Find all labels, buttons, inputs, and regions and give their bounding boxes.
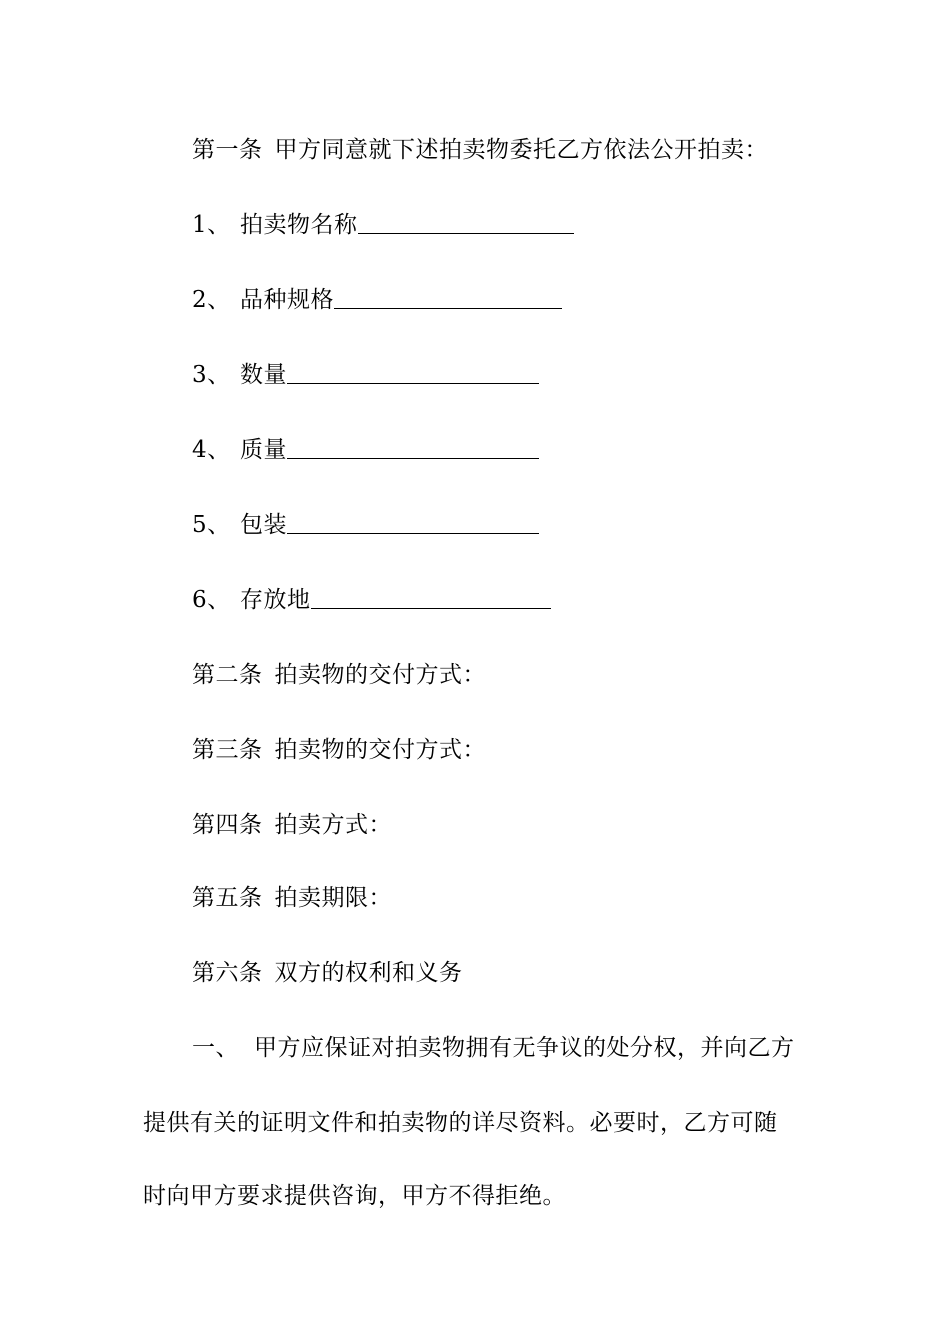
item-2 bbox=[192, 284, 562, 316]
item-5-blank bbox=[287, 509, 539, 534]
item-5 bbox=[192, 509, 539, 541]
article-5-label: 第五条 bbox=[192, 885, 263, 911]
item-4 bbox=[192, 434, 539, 466]
article-2-label: 第二条 bbox=[192, 662, 263, 688]
article-4-label: 第四条 bbox=[192, 812, 263, 838]
item-4-number: 4、 bbox=[192, 437, 231, 463]
item-3-label: 数量 bbox=[240, 362, 287, 388]
article-6-label: 第六条 bbox=[192, 960, 263, 986]
article-1-text: 甲方同意就下述拍卖物委托乙方依法公开拍卖： bbox=[274, 137, 768, 163]
article-6 bbox=[192, 957, 463, 989]
item-3-number: 3、 bbox=[192, 362, 231, 388]
clause-1-text-2: 提供有关的证明文件和拍卖物的详尽资料。必要时，乙方可随 bbox=[143, 1110, 778, 1136]
item-4-label: 质量 bbox=[240, 437, 287, 463]
item-3 bbox=[192, 359, 539, 391]
item-1-blank bbox=[358, 209, 574, 234]
item-1-label: 拍卖物名称 bbox=[240, 212, 358, 238]
item-1 bbox=[192, 209, 574, 241]
clause-1-number: 一、 bbox=[192, 1035, 239, 1061]
clause-1-line-3 bbox=[143, 1180, 566, 1212]
item-2-number: 2、 bbox=[192, 287, 231, 313]
article-1-label: 第一条 bbox=[192, 137, 263, 163]
article-3 bbox=[192, 734, 486, 766]
article-3-label: 第三条 bbox=[192, 737, 263, 763]
article-5-text: 拍卖期限： bbox=[274, 885, 392, 911]
clause-1-line-1 bbox=[192, 1032, 795, 1064]
item-2-blank bbox=[334, 284, 562, 309]
article-6-text: 双方的权利和义务 bbox=[274, 960, 463, 986]
item-6 bbox=[192, 584, 551, 616]
item-6-label: 存放地 bbox=[240, 587, 311, 613]
article-1 bbox=[192, 134, 768, 166]
item-3-blank bbox=[287, 359, 539, 384]
article-2-text: 拍卖物的交付方式： bbox=[274, 662, 486, 688]
clause-1-line-2 bbox=[143, 1107, 778, 1139]
item-1-number: 1、 bbox=[192, 212, 231, 238]
item-2-label: 品种规格 bbox=[240, 287, 334, 313]
item-5-number: 5、 bbox=[192, 512, 231, 538]
article-3-text: 拍卖物的交付方式： bbox=[274, 737, 486, 763]
item-6-blank bbox=[311, 584, 551, 609]
clause-1-text-1: 甲方应保证对拍卖物拥有无争议的处分权，并向乙方 bbox=[254, 1035, 795, 1061]
article-4-text: 拍卖方式： bbox=[274, 812, 392, 838]
article-4 bbox=[192, 809, 392, 841]
article-5 bbox=[192, 882, 392, 914]
item-4-blank bbox=[287, 434, 539, 459]
article-2 bbox=[192, 659, 486, 691]
item-6-number: 6、 bbox=[192, 587, 231, 613]
item-5-label: 包装 bbox=[240, 512, 287, 538]
clause-1-text-3: 时向甲方要求提供咨询，甲方不得拒绝。 bbox=[143, 1183, 566, 1209]
